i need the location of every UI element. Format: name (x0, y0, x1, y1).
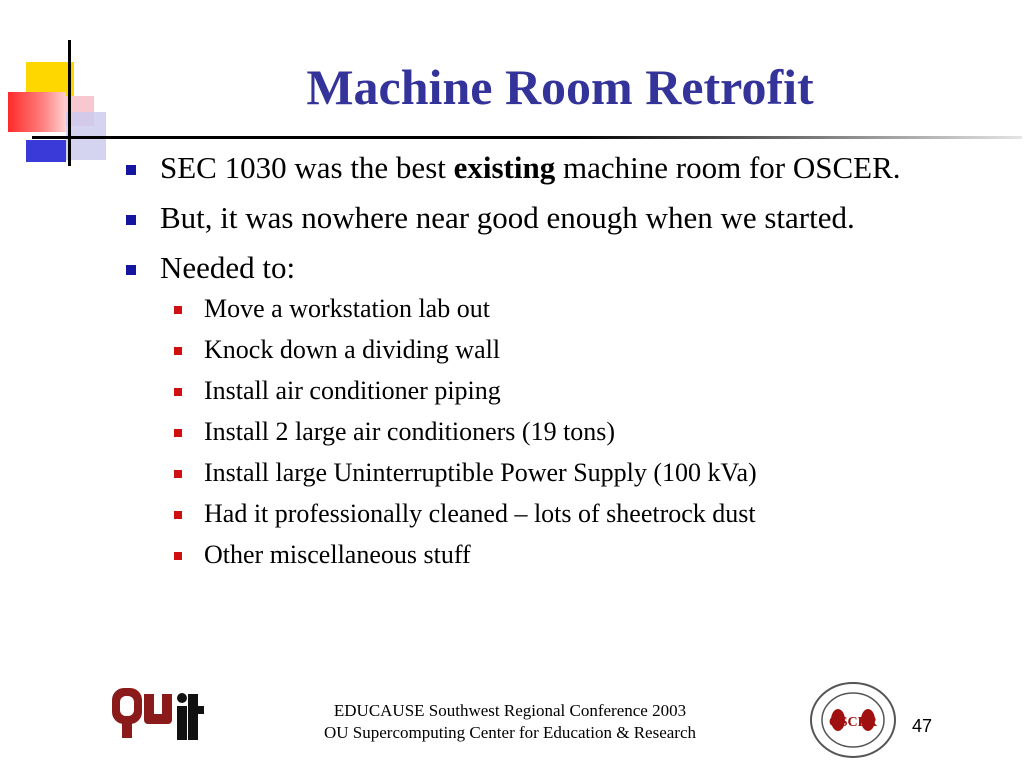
footer-line-2: OU Supercomputing Center for Education & Research (323, 723, 696, 742)
title-underline (32, 136, 1022, 139)
sub-bullet-item: Had it professionally cleaned – lots of sheetrock dust (160, 499, 950, 529)
footer-line-1: EDUCAUSE Southwest Regional Conference 2003 (333, 701, 687, 720)
footer-text (260, 700, 760, 744)
sub-bullet-list (160, 294, 950, 570)
sub-bullet-item: Install 2 large air conditioners (19 tons) (160, 417, 950, 447)
bullet-text: But, it was nowhere near good enough when we started. (160, 200, 855, 235)
sub-bullet-item: Move a workstation lab out (160, 294, 950, 324)
ou-it-logo (108, 684, 204, 744)
slide-number: 47 (912, 716, 933, 736)
red-square (8, 92, 66, 132)
sub-bullet-item: Knock down a dividing wall (160, 335, 950, 365)
bullet-item (120, 250, 950, 570)
bullet-bold-text: existing (453, 150, 556, 185)
bullet-list (120, 150, 950, 584)
bullet-text: machine room for OSCER. (555, 150, 901, 185)
bullet-item (120, 200, 950, 236)
sub-bullet-item: Other miscellaneous stuff (160, 540, 950, 570)
sub-bullet-item: Install air conditioner piping (160, 376, 950, 406)
blue-square (26, 140, 66, 162)
sub-bullet-item: Install large Uninterruptible Power Supply (100 kVa) (160, 458, 950, 488)
seal-text: OSCER (828, 715, 878, 730)
bullet-item (120, 150, 950, 186)
corner-decoration (0, 0, 110, 170)
slide-title: Machine Room Retrofit (306, 59, 814, 115)
bullet-text: Needed to: (160, 250, 296, 285)
oscer-seal-logo (808, 680, 898, 760)
vertical-rule (68, 40, 71, 166)
bullet-text: SEC 1030 was the best (160, 150, 454, 185)
